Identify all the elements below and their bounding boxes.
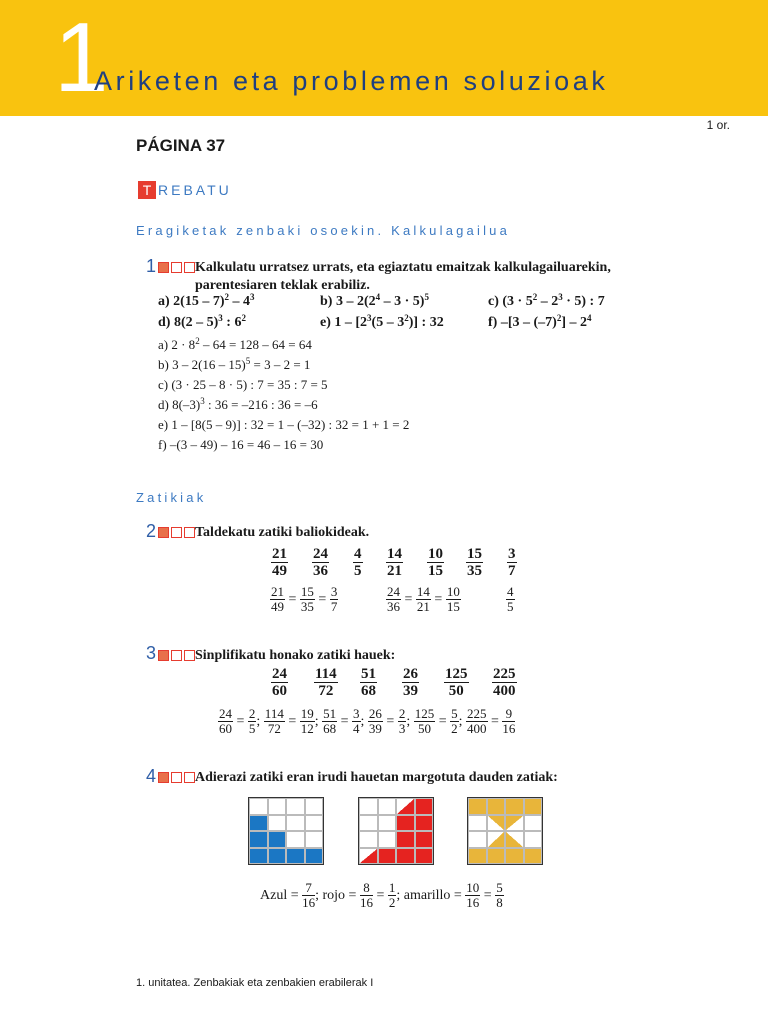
ex3-original: $\frac{24}{60}$ xyxy=(219,706,232,737)
grid-red xyxy=(358,797,434,865)
ex3-simplified: $\frac{2}{3}$ xyxy=(398,706,406,737)
ex1-item-f: f) $-[3 - (-7)^2] - 2^4$ xyxy=(488,313,592,330)
ex3-simplified: $\frac{9}{16}$ xyxy=(502,706,516,737)
ex2-group-1: $\frac{21}{49}$ = $\frac{15}{35}$ = $\frac{3}{7}$ xyxy=(271,584,338,615)
ex1-answer-f: f) –(3 – 49) – 16 = 46 – 16 = 30 xyxy=(158,437,324,452)
grid-cell xyxy=(286,798,305,815)
exercise-3-statement: Sinplifikatu honako zatiki hauek: xyxy=(195,648,396,663)
difficulty-icon xyxy=(158,772,195,783)
grid-cell xyxy=(487,831,506,848)
ex3-fraction: $\frac{51}{68}$ xyxy=(361,666,376,699)
grid-cell xyxy=(249,831,268,848)
grid-cell xyxy=(286,848,305,865)
ex1-item-b: b) $3 - 2(2^4 - 3 \cdot 5)^5$ xyxy=(320,292,429,309)
ex2-fraction: $\frac{10}{15}$ xyxy=(428,546,443,579)
difficulty-icon xyxy=(158,527,195,538)
grid-cell xyxy=(286,815,305,832)
grid-cell xyxy=(415,848,434,865)
ex1-answer-d: d) $8(-3)^3$ : 36 = –216 : 36 = –6 xyxy=(158,396,318,412)
azul-fraction: $\frac{7}{16}$ xyxy=(302,880,316,911)
ex2-fraction: $\frac{24}{36}$ xyxy=(313,546,328,579)
exercise-3-number: 3 xyxy=(146,643,157,663)
grid-cell xyxy=(396,798,415,815)
ex3-original: $\frac{114}{72}$ xyxy=(264,706,284,737)
grid-cell xyxy=(359,798,378,815)
ex3-fraction: $\frac{225}{400}$ xyxy=(493,666,516,699)
grid-cell xyxy=(305,815,324,832)
grid-cell xyxy=(268,831,287,848)
grid-cell xyxy=(468,831,487,848)
ex1-answer-c: c) (3 · 25 – 8 · 5) : 7 = 35 : 7 = 5 xyxy=(158,377,328,392)
ex2-fraction: $\frac{4}{5}$ xyxy=(354,546,362,579)
rojo-fraction: $\frac{8}{16}$ xyxy=(359,880,373,911)
grid-cell xyxy=(378,798,397,815)
grid-cell xyxy=(305,798,324,815)
ex2-group-fraction: $\frac{15}{35}$ xyxy=(300,584,314,615)
grid-cell xyxy=(305,848,324,865)
ex1-answer-b: b) 3 – 2(16 – 15)$^5$ = 3 – 2 = 1 xyxy=(158,356,311,372)
grid-cell xyxy=(249,848,268,865)
grid-cell xyxy=(487,848,506,865)
grid-cell xyxy=(396,815,415,832)
page-reference: 1 or. xyxy=(706,118,730,132)
exercise-2-statement: Taldekatu zatiki baliokideak. xyxy=(195,525,370,540)
ex2-fraction: $\frac{14}{21}$ xyxy=(387,546,402,579)
ex3-original: $\frac{26}{39}$ xyxy=(368,706,382,737)
ex1-item-a: a) $2(15 - 7)^2 - 4^3$ xyxy=(158,292,255,309)
grid-blue xyxy=(248,797,324,865)
ex3-original: $\frac{51}{68}$ xyxy=(323,706,337,737)
chapter-number: 1 xyxy=(54,2,107,112)
ex3-answers: $\frac{24}{60}$ = $\frac{2}{5}$ ; $\frac{114}{72}$ = $\frac{19}{12}$ ; $\frac{51}{68}$ = $\frac{3}{4}$ ; $\frac{26}{39}$ = $\frac{2}{3}$ ; $\frac{125}{50}$ = $\frac{5}{2}$ ; $\frac{225}{400}$ = $\frac{9}{16}$ xyxy=(219,706,516,737)
section-title: REBATU xyxy=(158,182,232,198)
grid-cell xyxy=(415,798,434,815)
chapter-header xyxy=(0,0,768,116)
ex1-item-c: c) $(3 \cdot 5^2 - 2^3 \cdot 5)$ : 7 xyxy=(488,292,605,309)
grid-cell xyxy=(378,848,397,865)
page-label: PÁGINA 37 xyxy=(136,136,226,155)
chapter-title: Ariketen eta problemen soluzioak xyxy=(94,66,609,96)
ex1-answer-a: a) $2 \cdot 8^2 - 64 = 128 - 64 = 64$ xyxy=(158,336,312,352)
grid-cell xyxy=(268,815,287,832)
difficulty-icon xyxy=(158,262,195,273)
footer: 1. unitatea. Zenbakiak eta zenbakien erabilerak I xyxy=(136,977,374,989)
grid-cell xyxy=(505,798,524,815)
ex2-fraction: $\frac{21}{49}$ xyxy=(272,546,287,579)
grid-cell xyxy=(468,848,487,865)
ex2-group-fraction: $\frac{24}{36}$ xyxy=(387,584,400,615)
grid-cell xyxy=(359,831,378,848)
ex2-group-fraction: $\frac{10}{15}$ xyxy=(446,584,460,615)
ex3-simplified: $\frac{5}{2}$ xyxy=(451,706,458,737)
exercise-1-statement: Kalkulatu urratsez urrats, eta egiaztatu emaitzak kalkulagailuarekin, parentesiaren teklak erabiliz. xyxy=(195,260,611,293)
amarillo-fraction: $\frac{10}{16}$ xyxy=(466,880,480,911)
ex3-fraction: $\frac{26}{39}$ xyxy=(403,666,418,699)
grid-cell xyxy=(468,798,487,815)
ex3-fraction: $\frac{114}{72}$ xyxy=(315,666,337,699)
grid-cell xyxy=(286,831,305,848)
ex3-original: $\frac{125}{50}$ xyxy=(414,706,435,737)
section-initial: T xyxy=(138,181,156,199)
ex2-group-2: $\frac{24}{36}$ = $\frac{14}{21}$ = $\frac{10}{15}$ xyxy=(387,584,460,615)
ex3-simplified: $\frac{2}{5}$ xyxy=(248,706,256,737)
grid-cell xyxy=(487,798,506,815)
grid-cell xyxy=(396,831,415,848)
grid-cell xyxy=(249,815,268,832)
grid-cell xyxy=(468,815,487,832)
grid-cell xyxy=(524,798,543,815)
ex3-simplified: $\frac{3}{4}$ xyxy=(353,706,360,737)
grid-cell xyxy=(249,798,268,815)
grid-cell xyxy=(505,831,524,848)
exercise-1-number: 1 xyxy=(146,256,157,276)
ex1-item-d: d) 8(2 – 5)$^3$ : $6^2$ xyxy=(158,313,246,330)
grid-cell xyxy=(396,848,415,865)
ex2-fraction: $\frac{15}{35}$ xyxy=(467,546,482,579)
ex4-answer: Azul = $\frac{7}{16}$ ; rojo = $\frac{8}{16}$ = $\frac{1}{2}$ ; amarillo = $\frac{10}{16}$ = $\frac{5}{8}$ xyxy=(260,880,503,911)
ex3-original: $\frac{225}{400}$ xyxy=(467,706,487,737)
ex3-simplified: $\frac{19}{12}$ xyxy=(300,706,314,737)
grid-cell xyxy=(415,815,434,832)
grid-cell xyxy=(378,815,397,832)
ex2-group-fraction: $\frac{14}{21}$ xyxy=(416,584,430,615)
subhead-fractions: Zatikiak xyxy=(136,490,207,505)
rojo-simplified: $\frac{1}{2}$ xyxy=(388,880,396,911)
grid-cell xyxy=(415,831,434,848)
ex3-fraction: $\frac{24}{60}$ xyxy=(272,666,287,699)
grid-cell xyxy=(505,815,524,832)
ex1-answer-e: e) 1 – [8(5 – 9)] : 32 = 1 – (–32) : 32 = 1 + 1 = 2 xyxy=(158,417,410,432)
grid-cell xyxy=(305,831,324,848)
amarillo-simplified: $\frac{5}{8}$ xyxy=(496,880,503,911)
exercise-2-number: 2 xyxy=(146,521,157,541)
ex2-group-3 xyxy=(506,584,515,616)
grid-cell xyxy=(524,831,543,848)
grid-cell xyxy=(268,798,287,815)
grid-cell xyxy=(359,815,378,832)
grid-cell xyxy=(359,848,378,865)
grid-cell xyxy=(268,848,287,865)
grid-cell xyxy=(524,815,543,832)
grid-cell xyxy=(505,848,524,865)
ex2-group-fraction: $\frac{4}{5}$ xyxy=(507,584,514,615)
exercise-4-statement: Adierazi zatiki eran irudi hauetan margotuta dauden zatiak: xyxy=(195,770,558,785)
exercise-4-number: 4 xyxy=(146,766,157,786)
ex1-item-e: e) $1 - [2^3(5 - 3^2)]$ : 32 xyxy=(320,313,444,330)
grid-yellow xyxy=(467,797,543,865)
grid-cell xyxy=(524,848,543,865)
ex2-group-fraction: $\frac{21}{49}$ xyxy=(271,584,284,615)
ex2-group-fraction: $\frac{3}{7}$ xyxy=(330,584,338,615)
subhead-operations: Eragiketak zenbaki osoekin. Kalkulagailua xyxy=(136,223,511,238)
difficulty-icon xyxy=(158,650,195,661)
grid-cell xyxy=(378,831,397,848)
grid-cell xyxy=(487,815,506,832)
ex2-fraction: $\frac{3}{7}$ xyxy=(508,546,516,579)
ex3-fraction: $\frac{125}{50}$ xyxy=(445,666,468,699)
